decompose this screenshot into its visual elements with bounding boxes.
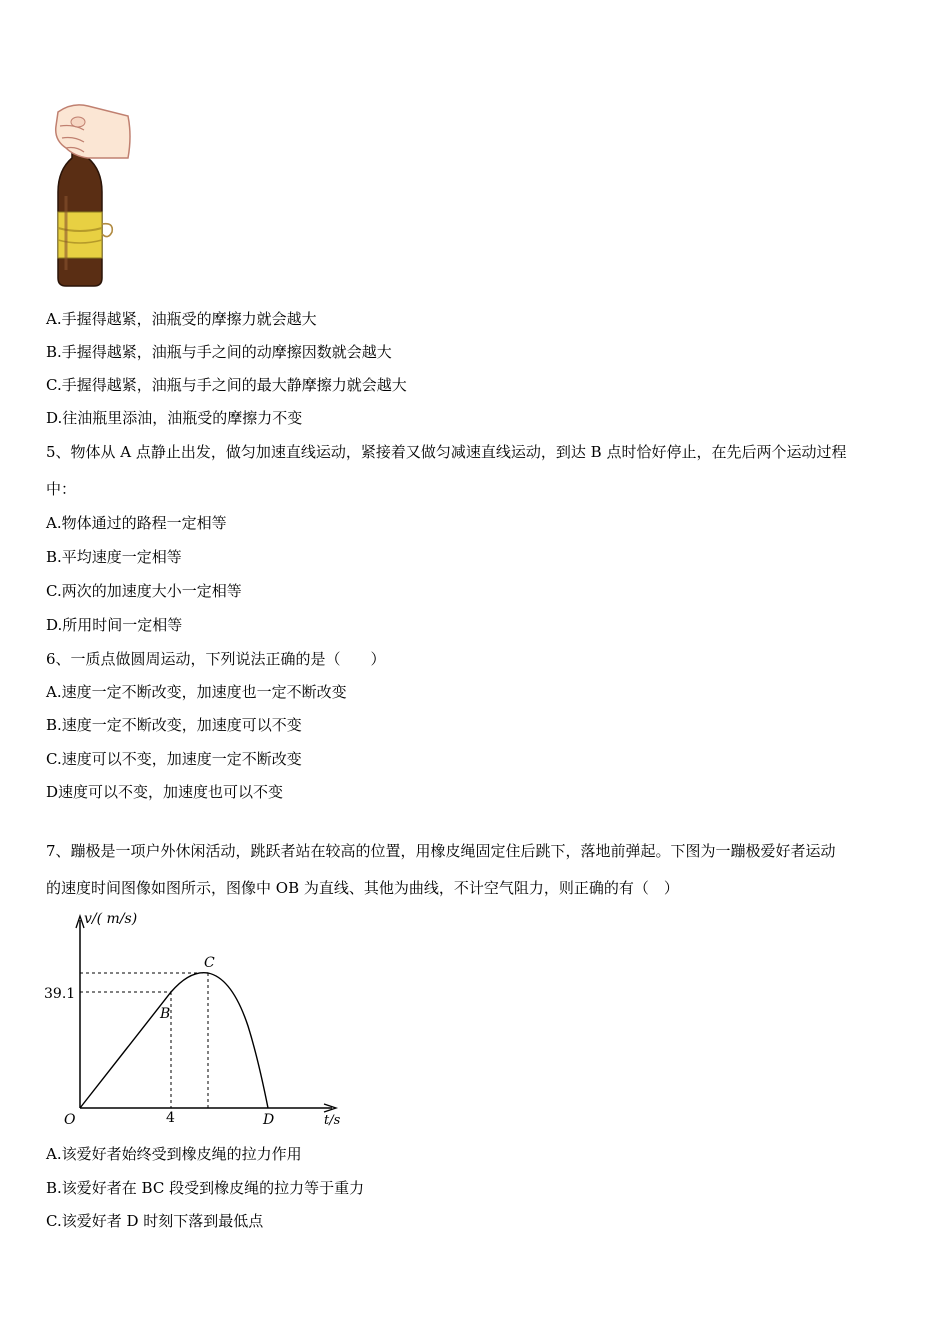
graph-y-tick-39-1: 39.1: [44, 986, 76, 1002]
graph-point-c-label: C: [204, 955, 215, 971]
q5-stem-line1: 5、物体从 A 点静止出发，做匀加速直线运动，紧接着又做匀减速直线运动，到达 B 点时恰好停止，在先后两个运动过程: [46, 443, 847, 461]
q4-option-b: B.手握得越紧，油瓶与手之间的动摩擦因数就会越大: [46, 343, 392, 361]
q4-option-d: D.往油瓶里添油，油瓶受的摩擦力不变: [46, 409, 303, 427]
q6-option-c: C.速度可以不变，加速度一定不断改变: [46, 750, 302, 768]
graph-point-b-label: B: [160, 1006, 171, 1022]
graph-x-axis-label: t/s: [324, 1113, 341, 1128]
q5-option-b: B.平均速度一定相等: [46, 548, 182, 566]
q7-option-a: A.该爱好者始终受到橡皮绳的拉力作用: [46, 1145, 302, 1163]
q6-stem: 6、一质点做圆周运动，下列说法正确的是（ ）: [46, 650, 386, 668]
graph-point-d-label: D: [263, 1112, 275, 1128]
q5-stem-line2: 中：: [46, 480, 77, 498]
graph-y-axis-label: v/( m/s): [84, 911, 138, 927]
q5-option-a: A.物体通过的路程一定相等: [46, 514, 227, 532]
q6-option-d: D速度可以不变，加速度也可以不变: [46, 783, 284, 801]
graph-origin-label: O: [64, 1112, 76, 1128]
graph-x-tick-4: 4: [166, 1110, 175, 1126]
q4-option-a: A.手握得越紧，油瓶受的摩擦力就会越大: [46, 310, 317, 328]
q7-stem-line2: 的速度时间图像如图所示，图像中 OB 为直线、其他为曲线，不计空气阻力，则正确的有（ ）: [46, 879, 679, 897]
q4-option-c: C.手握得越紧，油瓶与手之间的最大静摩擦力就会越大: [46, 376, 407, 394]
oil-bottle-hand-illustration: [44, 100, 140, 290]
velocity-time-graph: [40, 908, 350, 1133]
q5-option-d: D.所用时间一定相等: [46, 616, 183, 634]
q6-option-a: A.速度一定不断改变，加速度也一定不断改变: [46, 683, 347, 701]
q5-option-c: C.两次的加速度大小一定相等: [46, 582, 242, 600]
q7-stem-line1: 7、蹦极是一项户外休闲活动，跳跃者站在较高的位置，用橡皮绳固定住后跳下，落地前弹起。下图为一蹦极爱好者运动: [46, 842, 836, 860]
q7-option-b: B.该爱好者在 BC 段受到橡皮绳的拉力等于重力: [46, 1179, 365, 1197]
velocity-curve: [80, 973, 268, 1108]
q6-option-b: B.速度一定不断改变，加速度可以不变: [46, 716, 302, 734]
q7-option-c: C.该爱好者 D 时刻下落到最低点: [46, 1212, 264, 1230]
